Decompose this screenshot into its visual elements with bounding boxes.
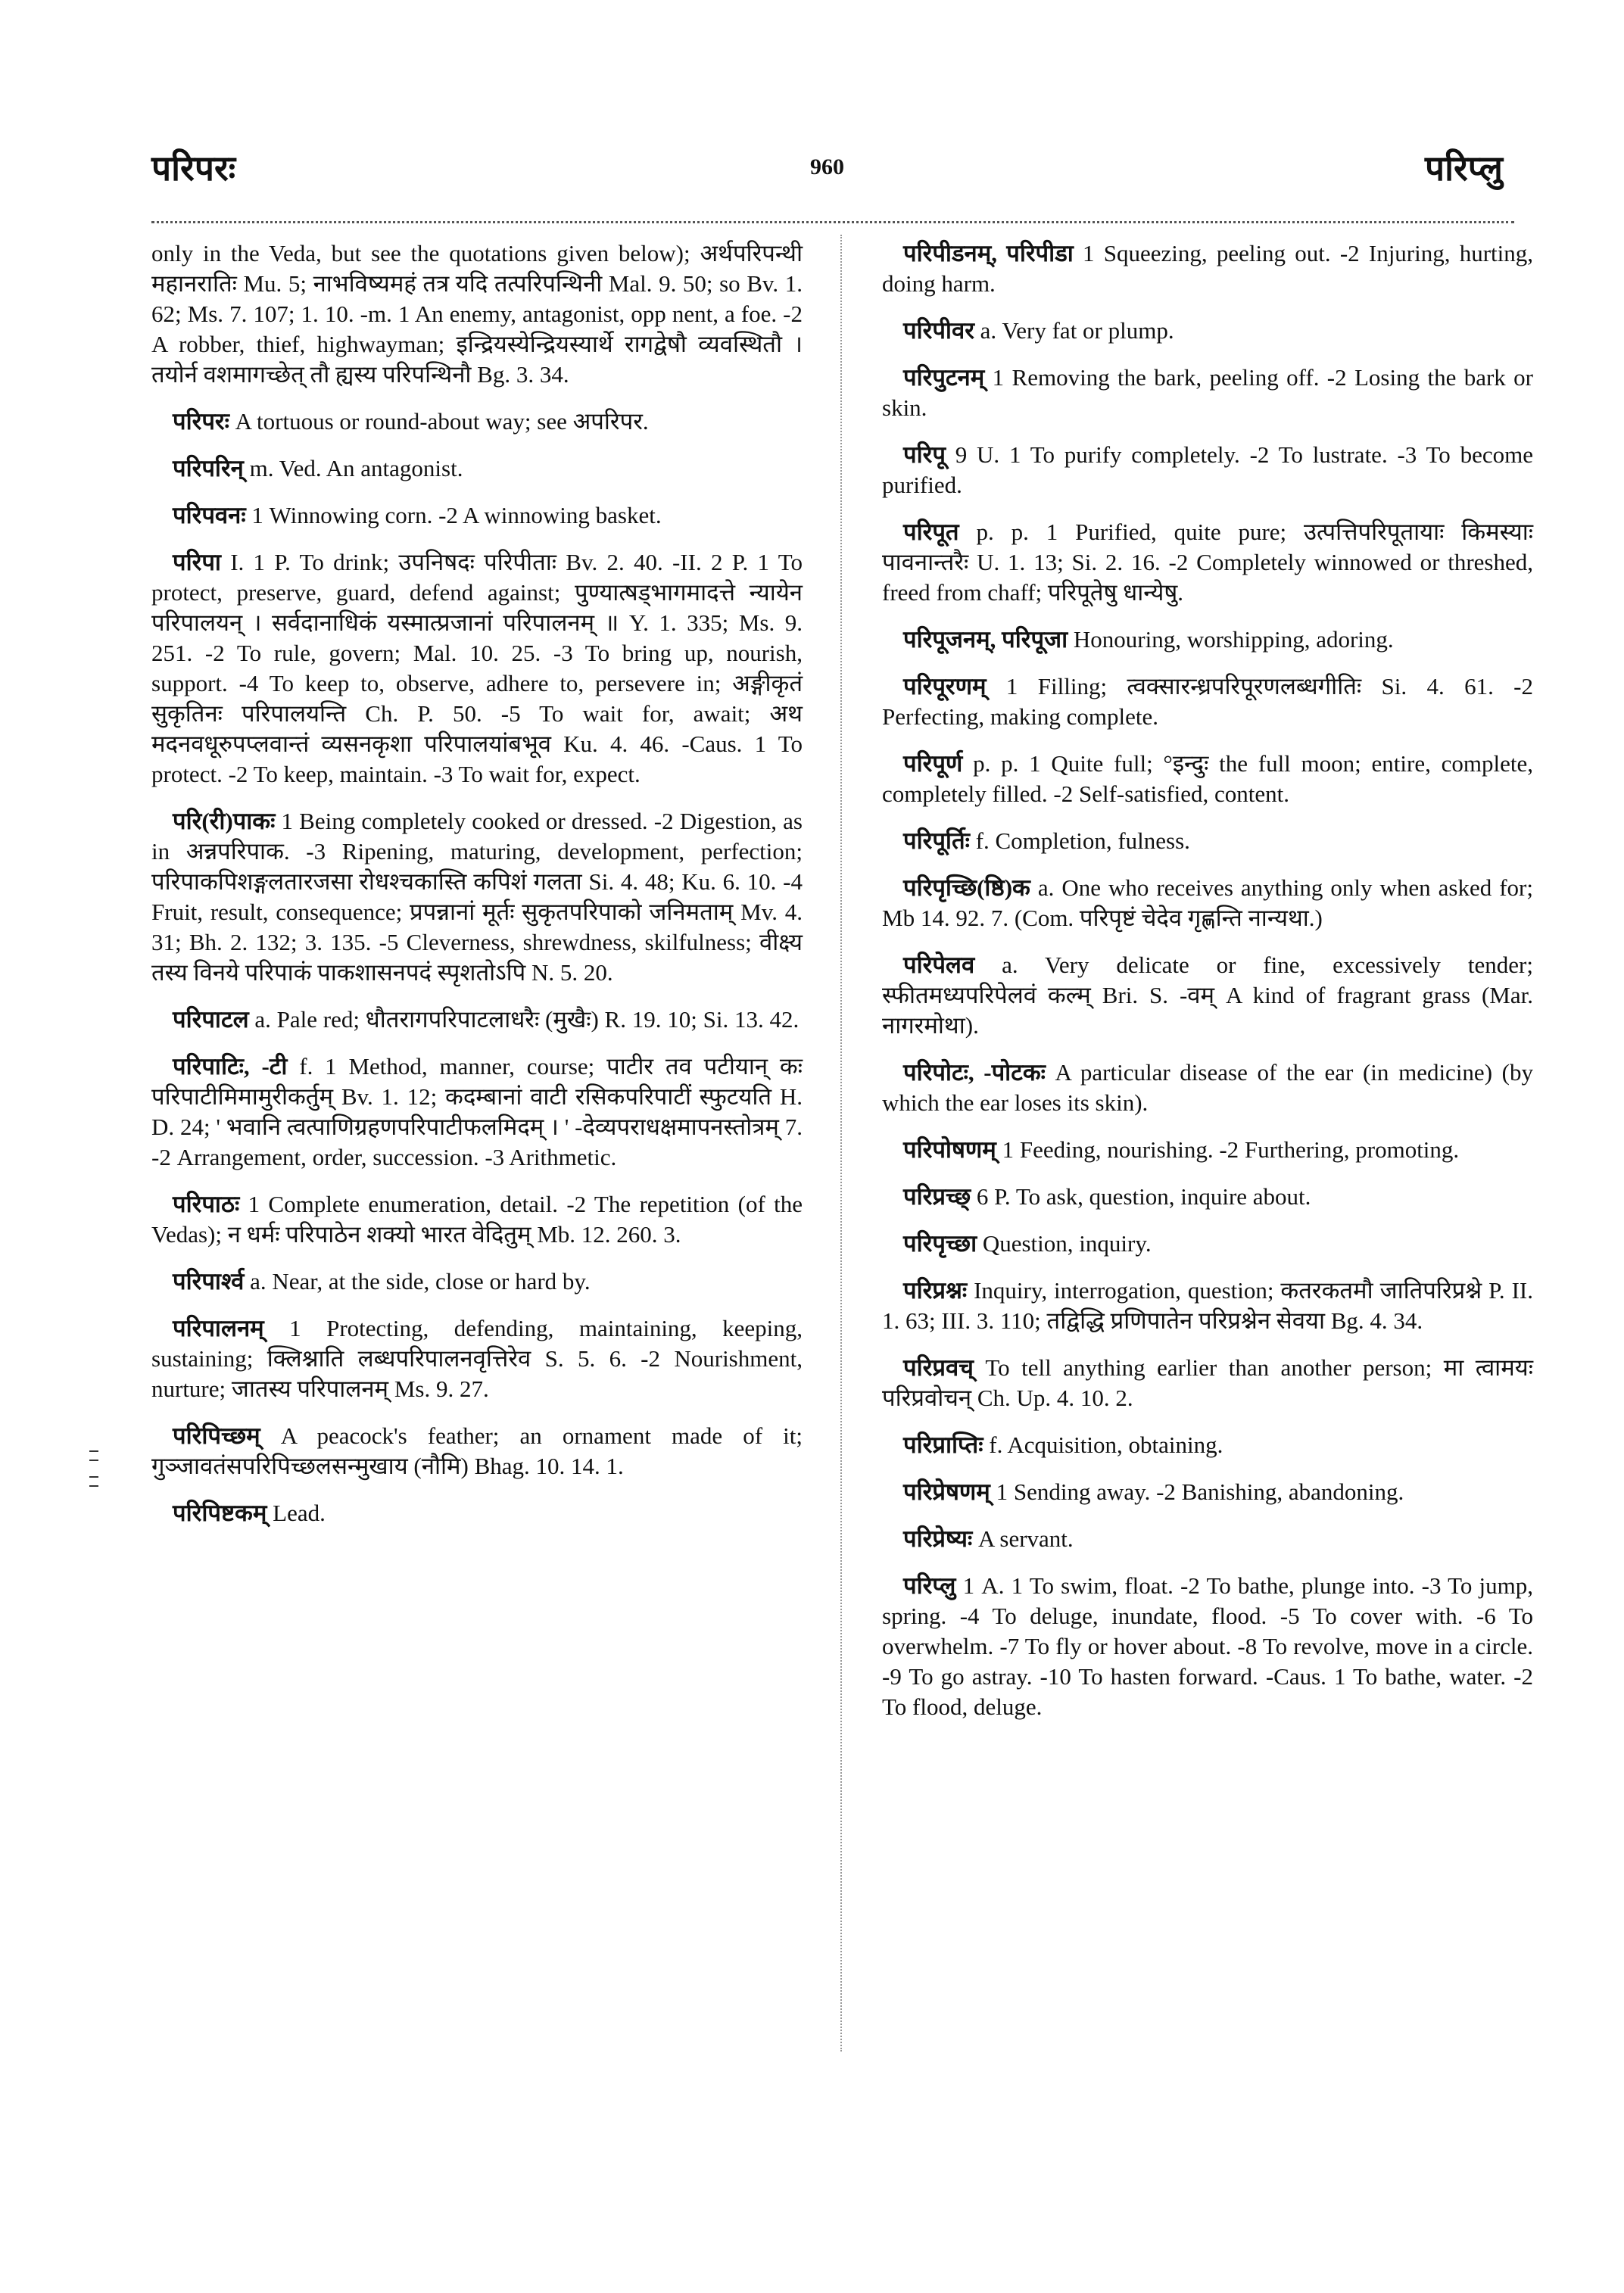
dictionary-entry [151, 238, 803, 390]
entry-headword: परिपोटः, -पोटकः [903, 1059, 1046, 1086]
entry-headword: परिपरिन् [173, 455, 244, 481]
dictionary-entry [882, 671, 1533, 732]
entry-text: 1 Feeding, nourishing. -2 Furthering, promoting. [996, 1136, 1460, 1163]
dictionary-entry [882, 1477, 1533, 1507]
entry-headword: परिपूत [903, 519, 959, 545]
entry-text: A particular disease of the ear (in medicine) (by which the ear loses its skin). [882, 1059, 1533, 1116]
entry-text: 1 Removing the bark, peeling off. -2 Losing the bark or skin. [882, 364, 1533, 421]
entry-headword: परिपूर्ण [903, 750, 963, 777]
right-running-headword: परिप्लु [1424, 149, 1503, 188]
entry-text: 1 Protecting, defending, maintaining, keeping, sustaining; क्लिश्नाति लब्धपरिपालनवृत्तिरेव S. 5. 6. -2 Nourishment, nurture; जातस्य परिपालनम् Ms. 9. 27. [151, 1315, 803, 1402]
dictionary-entry [882, 1353, 1533, 1413]
entry-headword: परिपूजनम्, परिपूजा [903, 626, 1068, 653]
entry-text: p. p. 1 Quite full; °इन्दुः the full moon; entire, complete, completely filled. -2 Self-satisfied, content. [882, 750, 1533, 807]
entry-headword: परिपृच्छि(ष्ठि)क [903, 874, 1030, 901]
dictionary-entry [151, 547, 803, 790]
dictionary-entry [882, 1135, 1533, 1165]
dictionary-entry [151, 1313, 803, 1404]
dictionary-entry [151, 500, 803, 531]
entry-headword: परिप्रेष्यः [903, 1525, 973, 1552]
dictionary-entry [882, 1571, 1533, 1722]
entry-headword: परिपाठः [173, 1191, 240, 1217]
entry-text: Honouring, worshipping, adoring. [1068, 626, 1394, 653]
entry-text: 1 Winnowing corn. -2 A winnowing basket. [245, 502, 662, 528]
entry-headword: परिपुटनम् [903, 364, 985, 391]
entry-text: a. Pale red; धौतरागपरिपाटलाधरैः (मुखैः) R. 19. 10; Si. 13. 42. [248, 1006, 800, 1033]
entry-text: A peacock's feather; an ornament made of it; गुञ्जावतंसपरिपिच्छलसन्मुखाय (नौमि) Bhag. 10. 14. 1. [151, 1422, 803, 1479]
entry-headword: परिपालनम् [173, 1315, 264, 1341]
entry-headword: परिप्रच्छ् [903, 1183, 971, 1210]
column-divider [840, 235, 842, 2052]
left-running-headword: परिपरः [151, 149, 236, 188]
entry-headword: परिपा [173, 549, 221, 575]
entry-text: f. Completion, fulness. [969, 827, 1190, 854]
dictionary-entry [882, 1182, 1533, 1212]
entry-headword: परिपाटिः, -टी [173, 1053, 288, 1080]
entry-text: A tortuous or round-about way; see अपरिपर. [229, 408, 649, 435]
right-column [882, 238, 1533, 1739]
entry-headword: परिपीवर [903, 317, 974, 344]
entry-text: a. Near, at the side, close or hard by. [244, 1268, 591, 1294]
entry-headword: परिपोषणम् [903, 1136, 996, 1163]
entry-headword: परि(री)पाकः [173, 808, 276, 834]
left-column [151, 238, 803, 1545]
entry-text: m. Ved. An antagonist. [243, 455, 463, 481]
dictionary-entry [882, 517, 1533, 608]
dictionary-entry [882, 316, 1533, 346]
dictionary-entry [151, 1005, 803, 1035]
dictionary-entry [882, 238, 1533, 299]
entry-headword: परिप्रश्नः [903, 1277, 968, 1304]
entry-headword: परिप्राप्तिः [903, 1432, 983, 1458]
entry-text: Inquiry, interrogation, question; कतरकतमौ जातिपरिप्रश्ने P. II. 1. 63; III. 3. 110; तद्विद्धि प्रणिपातेन परिप्रश्नेन सेवया Bg. 4. 34. [882, 1277, 1533, 1334]
dictionary-entry [882, 873, 1533, 933]
entry-headword: परिपिष्टकम् [173, 1500, 267, 1526]
entry-text: 1 Filling; त्वक्सारन्ध्रपरिपूरणलब्धगीतिः Si. 4. 61. -2 Perfecting, making complete. [882, 673, 1533, 730]
entry-headword: परिपवनः [173, 502, 246, 528]
entry-headword: परिपेलव [903, 952, 975, 978]
entry-text: A servant. [972, 1525, 1074, 1552]
margin-mark [89, 1450, 98, 1487]
entry-text: To tell anything earlier than another person; मा त्वामयः परिप्रवोचन् Ch. Up. 4. 10. 2. [882, 1354, 1533, 1411]
dictionary-entry [151, 453, 803, 484]
dictionary-entry [151, 1189, 803, 1250]
dictionary-entry [151, 1051, 803, 1173]
entry-text: I. 1 P. To drink; उपनिषदः परिपीताः Bv. 2. 40. -II. 2 P. 1 To protect, preserve, guard, defend against; पुण्यात्षड्भागमादत्ते न्यायेन परिपालयन् । सर्वदानाधिकं यस्मात्प्रजानां परिपालनम् ॥ Y. 1. 335; Ms. 9. 251. -2 To rule, govern; Mal. 10. 25. -3 To bring up, nourish, support. -4 To keep to, observe, adhere to, persevere in; अङ्गीकृतं सुकृतिनः परिपालयन्ति Ch. P. 50. -5 To wait for, await; अथ मदनवधूरुपप्लवान्तं व्यसनकृशा परिपालयांबभूव Ku. 4. 46. -Caus. 1 To protect. -2 To keep, maintain. -3 To wait for, expect. [151, 549, 803, 787]
entry-text: a. Very fat or plump. [974, 317, 1174, 344]
entry-text: a. One who receives anything only when asked for; Mb 14. 92. 7. (Com. परिपृष्टं चेदेव गृह्णन्ति नान्यथा.) [882, 874, 1533, 931]
entry-headword: परिपाटल [173, 1006, 249, 1033]
entry-text: f. 1 Method, manner, course; पाटीर तव पटीयान् कः परिपाटीमिमामुरीकर्तुम् Bv. 1. 12; कदम्बानां वाटी रसिकपरिपाटीं स्फुटयति H. D. 24; ' भवानि त्वत्पाणिग्रहणपरिपाटीफलमिदम् । ' -देव्यपराधक्षमापनस्तोत्रम् 7. -2 Arrangement, order, succession. -3 Arithmetic. [151, 1053, 803, 1170]
dictionary-entry [882, 1430, 1533, 1460]
header-rule [151, 221, 1514, 223]
entry-text: 1 Being completely cooked or dressed. -2 Digestion, as in अन्नपरिपाक. -3 Ripening, maturing, development, perfection; परिपाकपिशङ्गलतारजसा रोधश्चकास्ति कपिशं गलता Si. 4. 48; Ku. 6. 10. -4 Fruit, result, consequence; प्रपन्नानां मूर्तः सुकृतपरिपाको जनिमताम् Mv. 4. 31; Bh. 2. 132; 3. 135. -5 Cleverness, shrewdness, skilfulness; वीक्ष्य तस्य विनये परिपाकं पाकशासनपदं स्पृशतोऽपि N. 5. 20. [151, 808, 803, 986]
entry-text: 1 A. 1 To swim, float. -2 To bathe, plunge into. -3 To jump, spring. -4 To deluge, inundate, flood. -5 To cover with. -6 To overwhelm. -7 To fly or hover about. -8 To revolve, move in a circle. -9 To go astray. -10 To hasten forward. -Caus. 1 To bathe, water. -2 To flood, deluge. [882, 1572, 1533, 1720]
entry-headword: परिपरः [173, 408, 229, 435]
entry-text: Lead. [267, 1500, 326, 1526]
entry-text: Question, inquiry. [977, 1230, 1152, 1257]
dictionary-entry [882, 1058, 1533, 1118]
dictionary-entry [882, 1524, 1533, 1554]
dictionary-entry [882, 826, 1533, 856]
page-header [151, 144, 1503, 212]
page-number: 960 [810, 154, 844, 179]
entry-text: a. Very delicate or fine, excessively tender; स्फीतमध्यपरिपेलवं कल्म् Bri. S. -वम् A kind of fragrant grass (Mar. नागरमोथा). [882, 952, 1533, 1039]
entry-headword: परिप्रवच् [903, 1354, 974, 1381]
entry-text: 1 Sending away. -2 Banishing, abandoning. [990, 1478, 1404, 1505]
entry-headword: परिपूर्तिः [903, 827, 970, 854]
dictionary-entry [882, 950, 1533, 1041]
dictionary-entry [151, 407, 803, 437]
dictionary-entry [151, 1498, 803, 1528]
entry-headword: परिपीडनम्, परिपीडा [903, 240, 1074, 266]
entry-headword: परिप्लु [903, 1572, 956, 1599]
entry-headword: परिपार्श्व [173, 1268, 245, 1294]
entry-text: 6 P. To ask, question, inquire about. [971, 1183, 1311, 1210]
dictionary-entry [151, 806, 803, 988]
dictionary-entry [151, 1421, 803, 1481]
entry-text: 9 U. 1 To purify completely. -2 To lustrate. -3 To become purified. [882, 441, 1533, 498]
dictionary-entry [882, 363, 1533, 423]
entry-text: 1 Complete enumeration, detail. -2 The repetition (of the Vedas); न धर्मः परिपाठेन शक्यो भारत वेदितुम् Mb. 12. 260. 3. [151, 1191, 803, 1248]
entry-headword: परिपू [903, 441, 946, 468]
entry-text: only in the Veda, but see the quotations given below); अर्थपरिपन्थी महानरातिः Mu. 5; नाभविष्यमहं तत्र यदि तत्परिपन्थिनी Mal. 9. 50; so Bv. 1. 62; Ms. 7. 107; 1. 10. -m. 1 An enemy, antagonist, opp nent, a foe. -2 A robber, thief, highwayman; इन्द्रियस्येन्द्रियस्यार्थे रागद्वेषौ व्यवस्थितौ । तयोर्न वशमागच्छेत् तौ ह्यस्य परिपन्थिनौ Bg. 3. 34. [151, 240, 803, 388]
entry-text: 1 Squeezing, peeling out. -2 Injuring, hurting, doing harm. [882, 240, 1533, 297]
entry-text: p. p. 1 Purified, quite pure; उत्पत्तिपरिपूतायाः किमस्याः पावनान्तरैः U. 1. 13; Si. 2. 16. -2 Completely winnowed or threshed, freed from chaff; परिपूतेषु धान्येषु. [882, 519, 1533, 606]
entry-headword: परिपूरणम् [903, 673, 987, 699]
dictionary-entry [882, 625, 1533, 655]
dictionary-entry [882, 440, 1533, 500]
entry-headword: परिपृच्छा [903, 1230, 977, 1257]
entry-text: f. Acquisition, obtaining. [983, 1432, 1223, 1458]
entry-headword: परिपिच्छम् [173, 1422, 260, 1449]
dictionary-entry [882, 749, 1533, 809]
dictionary-entry [882, 1229, 1533, 1259]
entry-headword: परिप्रेषणम् [903, 1478, 990, 1505]
dictionary-entry [882, 1276, 1533, 1336]
dictionary-entry [151, 1266, 803, 1297]
